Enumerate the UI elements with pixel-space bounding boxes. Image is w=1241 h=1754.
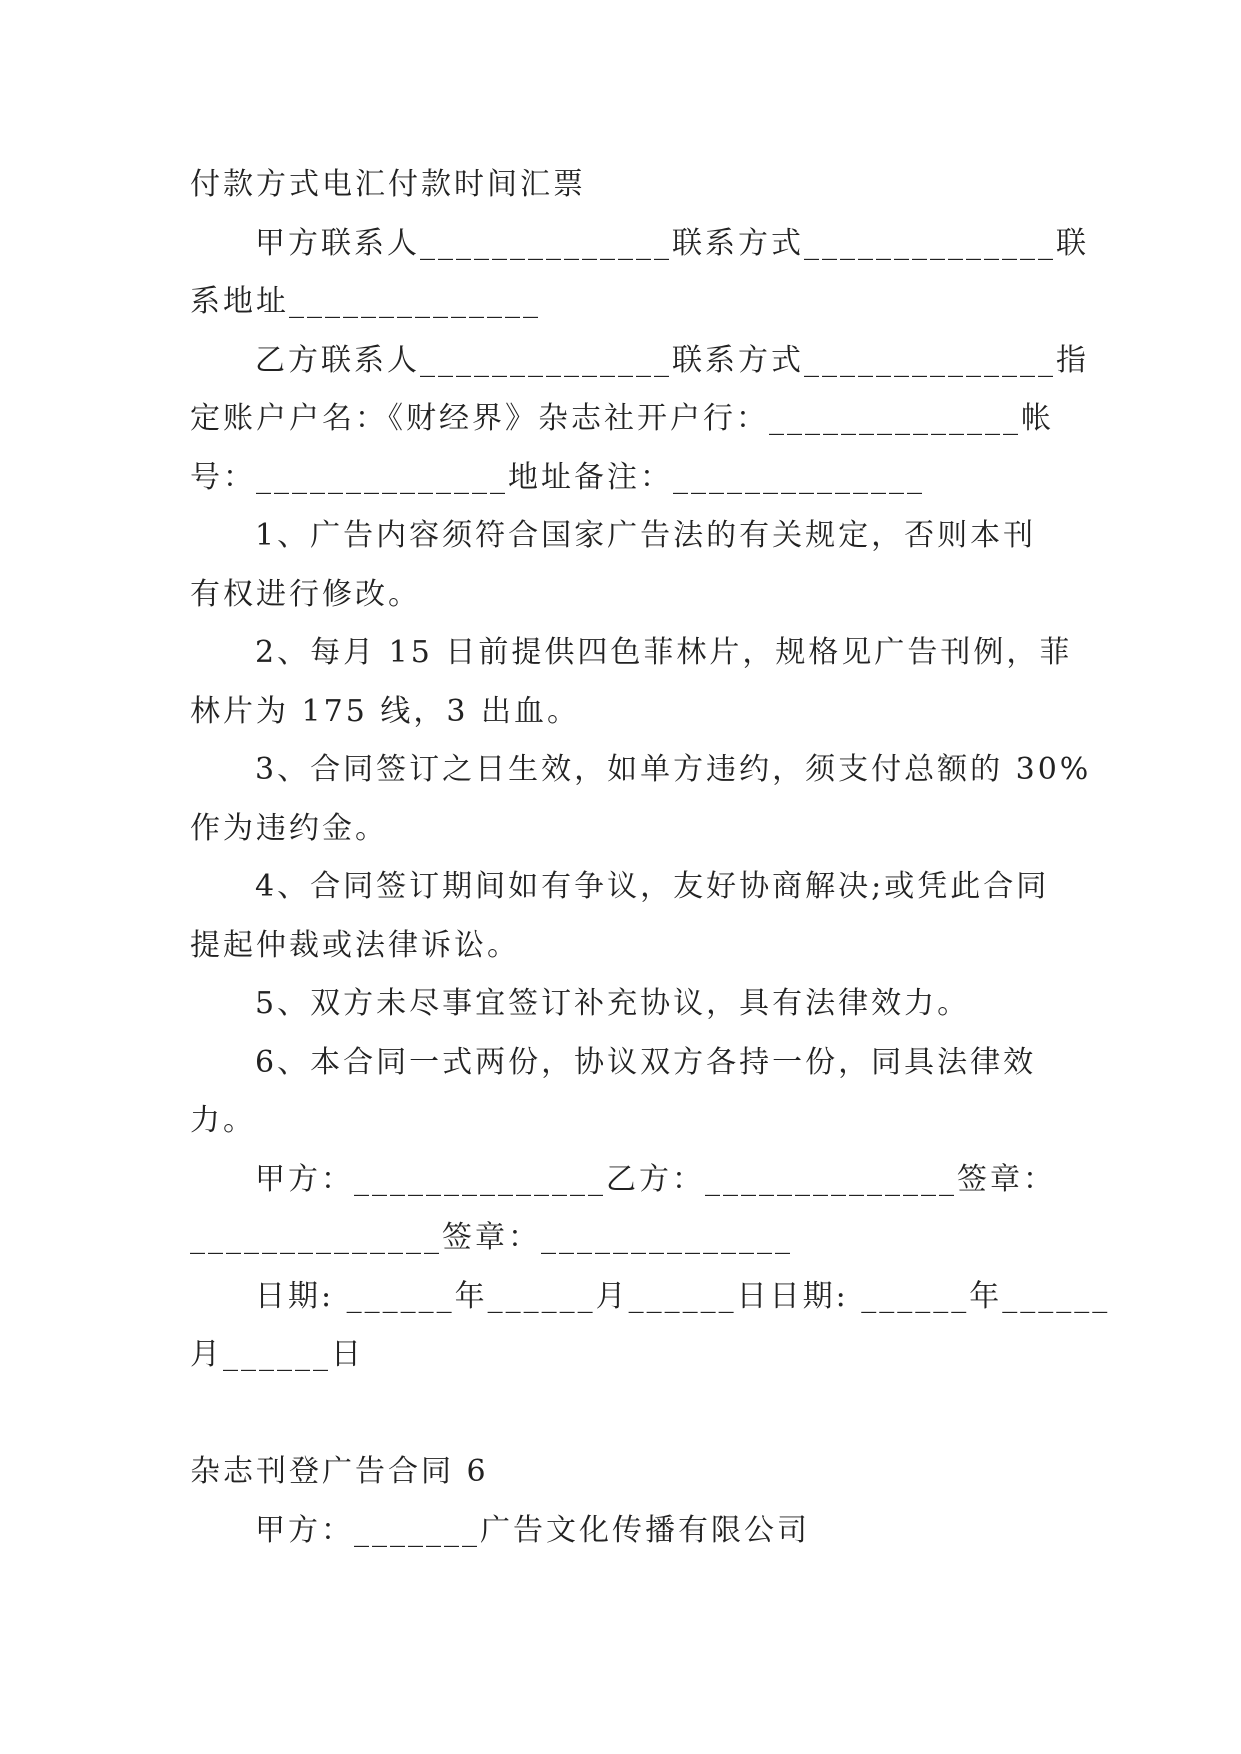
clause-6-line-1: 6、本合同一式两份，协议双方各持一份，同具法律效 [255,1044,1037,1080]
clause-6-line-2: 力。 [190,1103,256,1138]
clause-3-line-1: 3、合同签订之日生效，如单方违约，须支付总额的 30% [255,752,1092,787]
clause-5-line-1: 5、双方未尽事宜签订补充协议，具有法律效力。 [255,986,971,1021]
section-spacer [190,1385,1241,1444]
clause-3-line-2: 作为违约金。 [190,810,388,846]
signature-line-1: 甲方：______________乙方：______________签章： [255,1161,1056,1197]
clause-1-line-1: 1、广告内容须符合国家广告法的有关规定，否则本刊 [255,518,1037,553]
clause-1-line-2: 有权进行修改。 [190,576,421,612]
signature-line-2: ______________签章：______________ [190,1220,793,1255]
party-b-contact-line-2: 定账户户名：《财经界》杂志社开户行：______________帐 [190,401,1054,436]
party-a-contact-line-2: 系地址______________ [190,284,541,319]
clause-4-line-1: 4、合同签订期间如有争议，友好协商解决;或凭此合同 [255,869,1050,904]
party-a-contact-line-1: 甲方联系人______________联系方式______________联 [255,225,1089,261]
payment-terms-line: 付款方式电汇付款时间汇票 [190,167,586,202]
party-b-contact-line-3: 号：______________地址备注：______________ [190,459,925,495]
date-line-2: 月______日 [190,1337,364,1372]
clause-2-line-1: 2、每月 15 日前提供四色菲林片，规格见广告刊例，菲 [255,635,1073,670]
clause-2-line-2: 林片为 175 线，3 出血。 [190,693,580,729]
party-b-contact-line-1: 乙方联系人______________联系方式______________指 [255,342,1089,378]
clause-4-line-2: 提起仲裁或法律诉讼。 [190,927,520,963]
next-contract-party-a: 甲方：_______广告文化传播有限公司 [255,1512,810,1548]
date-line-1: 日期: ______年______月______日日期: ______年______ [255,1278,1111,1314]
next-contract-title: 杂志刊登广告合同 6 [190,1454,489,1489]
